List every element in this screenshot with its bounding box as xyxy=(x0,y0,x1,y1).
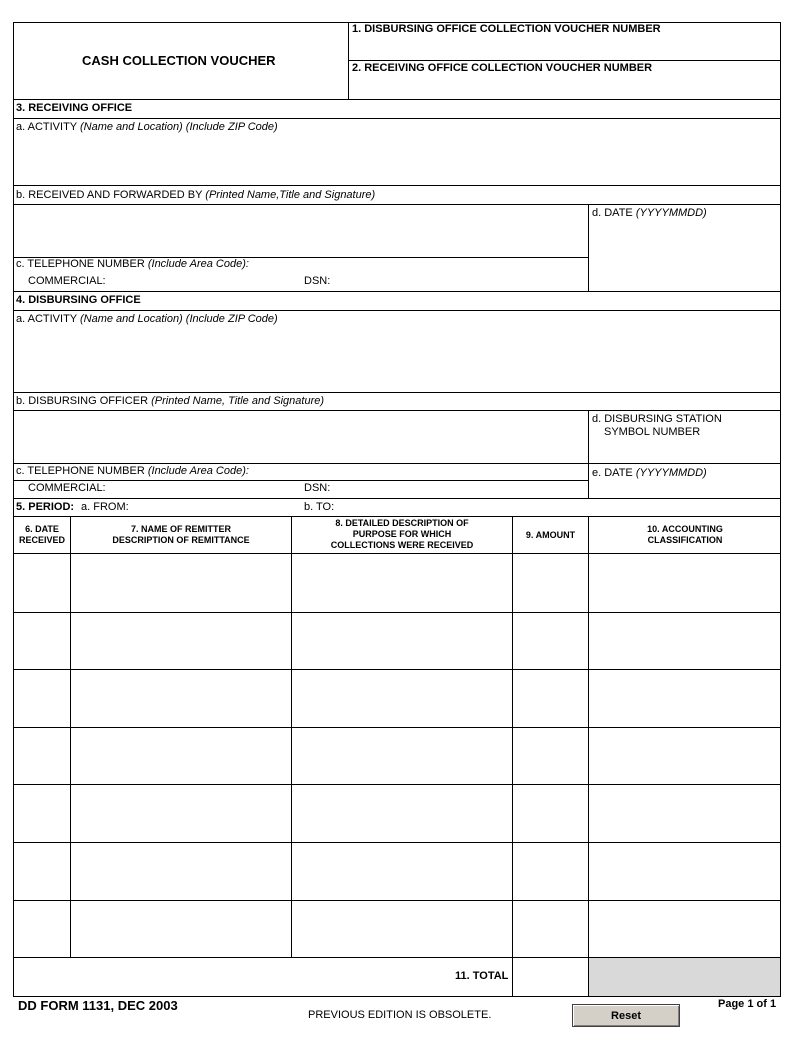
col9-line1: 9. AMOUNT xyxy=(525,530,576,540)
date-received-cell[interactable] xyxy=(14,901,70,957)
accounting-cell[interactable] xyxy=(589,901,780,957)
receiving-date-field[interactable] xyxy=(590,222,780,290)
label-hint: (YYYYMMDD) xyxy=(635,467,707,479)
col10-line2: CLASSIFICATION xyxy=(647,535,723,545)
col7-header xyxy=(71,524,291,546)
label-hint: (Include Area Code): xyxy=(147,258,249,270)
item2-label: 2. RECEIVING OFFICE COLLECTION VOUCHER NUMBER xyxy=(352,62,653,74)
date-column-divider xyxy=(588,204,589,292)
divider xyxy=(13,310,781,311)
accounting-cell[interactable] xyxy=(589,613,780,669)
period-from-label: a. FROM: xyxy=(81,501,129,513)
receiving-phone-label xyxy=(16,258,249,271)
description-cell[interactable] xyxy=(292,843,512,899)
disbursing-activity-label xyxy=(16,313,278,326)
date-received-cell[interactable] xyxy=(14,613,70,669)
disbursing-officer-label xyxy=(16,395,324,408)
label-hint: (Name and Location) (Include ZIP Code) xyxy=(80,313,278,325)
period-label: 5. PERIOD: xyxy=(16,501,75,513)
remitter-cell[interactable] xyxy=(71,843,291,899)
received-by-field[interactable] xyxy=(14,205,588,257)
label-hint: (Name and Location) (Include ZIP Code) xyxy=(80,121,278,133)
col8-line3: COLLECTIONS WERE RECEIVED xyxy=(330,540,474,550)
station-label-line2: SYMBOL NUMBER xyxy=(604,426,701,438)
col8-line2: PURPOSE FOR WHICH xyxy=(352,529,452,539)
accounting-cell[interactable] xyxy=(589,670,780,726)
label-text: b. DISBURSING OFFICER xyxy=(16,395,149,407)
receiving-commercial-field[interactable] xyxy=(105,273,300,289)
receiving-activity-field[interactable] xyxy=(14,134,780,185)
form-id: DD FORM 1131, DEC 2003 xyxy=(18,998,178,1013)
description-cell[interactable] xyxy=(292,728,512,784)
amount-cell[interactable] xyxy=(513,843,588,899)
label-hint: (Include Area Code): xyxy=(147,465,249,477)
reset-button[interactable]: Reset xyxy=(572,1004,680,1027)
col10-line1: 10. ACCOUNTING xyxy=(647,524,723,534)
disbursing-commercial-label: COMMERCIAL: xyxy=(28,482,106,494)
remitter-cell[interactable] xyxy=(71,555,291,611)
amount-cell[interactable] xyxy=(513,613,588,669)
col7-line1: 7. NAME OF REMITTER xyxy=(130,524,231,534)
disbursing-dsn-field[interactable] xyxy=(332,481,587,497)
receiving-office-heading: 3. RECEIVING OFFICE xyxy=(16,102,133,114)
disbursing-date-label xyxy=(592,467,707,480)
disbursing-phone-label xyxy=(16,465,249,478)
disbursing-date-field[interactable] xyxy=(590,481,780,497)
divider xyxy=(13,392,781,393)
total-amount-field[interactable] xyxy=(513,958,588,995)
total-shaded-cell xyxy=(589,958,780,996)
divider xyxy=(13,463,781,464)
date-received-cell[interactable] xyxy=(14,843,70,899)
section-divider xyxy=(13,516,781,517)
label-hint: (Printed Name, Title and Signature) xyxy=(151,395,325,407)
label-text: c. TELEPHONE NUMBER xyxy=(16,465,145,477)
col6-header xyxy=(14,524,70,546)
total-label: 11. TOTAL xyxy=(455,970,509,982)
station-column-divider xyxy=(588,410,589,498)
label-text: b. RECEIVED AND FORWARDED BY xyxy=(16,189,203,201)
description-cell[interactable] xyxy=(292,785,512,841)
amount-cell[interactable] xyxy=(513,901,588,957)
date-received-cell[interactable] xyxy=(14,555,70,611)
divider xyxy=(13,118,781,119)
amount-cell[interactable] xyxy=(513,728,588,784)
item1-label: 1. DISBURSING OFFICE COLLECTION VOUCHER NUMBER xyxy=(352,23,661,35)
date-received-cell[interactable] xyxy=(14,670,70,726)
accounting-cell[interactable] xyxy=(589,785,780,841)
label-text: d. DATE xyxy=(592,207,633,219)
date-received-cell[interactable] xyxy=(14,785,70,841)
label-hint: (Printed Name,Title and Signature) xyxy=(205,189,376,201)
station-symbol-field[interactable] xyxy=(590,440,780,462)
station-label-line1: d. DISBURSING STATION xyxy=(592,413,722,425)
form-title: CASH COLLECTION VOUCHER xyxy=(82,53,276,68)
period-to-field[interactable] xyxy=(337,499,780,515)
section-divider xyxy=(13,291,781,292)
receiving-dsn-label: DSN: xyxy=(304,275,331,287)
col8-line1: 8. DETAILED DESCRIPTION OF xyxy=(335,518,469,528)
receiving-date-label xyxy=(592,207,707,220)
description-cell[interactable] xyxy=(292,901,512,957)
remitter-cell[interactable] xyxy=(71,901,291,957)
label-text: e. DATE xyxy=(592,467,633,479)
description-cell[interactable] xyxy=(292,555,512,611)
accounting-cell[interactable] xyxy=(589,843,780,899)
amount-cell[interactable] xyxy=(513,785,588,841)
disbursing-voucher-number-field[interactable] xyxy=(349,36,780,60)
period-from-field[interactable] xyxy=(130,499,300,515)
edition-note: PREVIOUS EDITION IS OBSOLETE. xyxy=(308,1009,492,1021)
section-divider xyxy=(13,99,781,100)
receiving-dsn-field[interactable] xyxy=(332,273,587,289)
col10-header xyxy=(589,524,781,546)
disbursing-officer-field[interactable] xyxy=(14,411,588,463)
disbursing-commercial-field[interactable] xyxy=(105,481,300,497)
received-by-label xyxy=(16,189,375,202)
receiving-activity-label xyxy=(16,121,278,134)
col9-header xyxy=(513,530,588,541)
accounting-cell[interactable] xyxy=(589,555,780,611)
disbursing-activity-field[interactable] xyxy=(14,327,780,391)
remitter-cell[interactable] xyxy=(71,728,291,784)
col6-line1: 6. DATE xyxy=(25,524,59,534)
divider xyxy=(13,185,781,186)
label-text: c. TELEPHONE NUMBER xyxy=(16,258,145,270)
page-number: Page 1 of 1 xyxy=(718,998,777,1010)
period-to-label: b. TO: xyxy=(304,501,335,513)
label-hint: (YYYYMMDD) xyxy=(635,207,707,219)
description-cell[interactable] xyxy=(292,613,512,669)
remitter-cell[interactable] xyxy=(71,670,291,726)
description-cell[interactable] xyxy=(292,670,512,726)
amount-cell[interactable] xyxy=(513,670,588,726)
header-row-divider xyxy=(348,60,781,61)
remitter-cell[interactable] xyxy=(71,613,291,669)
table-header-divider xyxy=(13,553,781,554)
label-text: a. ACTIVITY xyxy=(16,121,77,133)
date-received-cell[interactable] xyxy=(14,728,70,784)
col7-line2: DESCRIPTION OF REMITTANCE xyxy=(112,535,250,545)
disbursing-office-heading: 4. DISBURSING OFFICE xyxy=(16,294,141,306)
remitter-cell[interactable] xyxy=(71,785,291,841)
accounting-cell[interactable] xyxy=(589,728,780,784)
receiving-commercial-label: COMMERCIAL: xyxy=(28,275,106,287)
receiving-voucher-number-field[interactable] xyxy=(349,75,780,99)
label-text: a. ACTIVITY xyxy=(16,313,77,325)
amount-cell[interactable] xyxy=(513,555,588,611)
disbursing-dsn-label: DSN: xyxy=(304,482,331,494)
col6-line2: RECEIVED xyxy=(18,535,65,545)
col8-header xyxy=(292,518,512,551)
